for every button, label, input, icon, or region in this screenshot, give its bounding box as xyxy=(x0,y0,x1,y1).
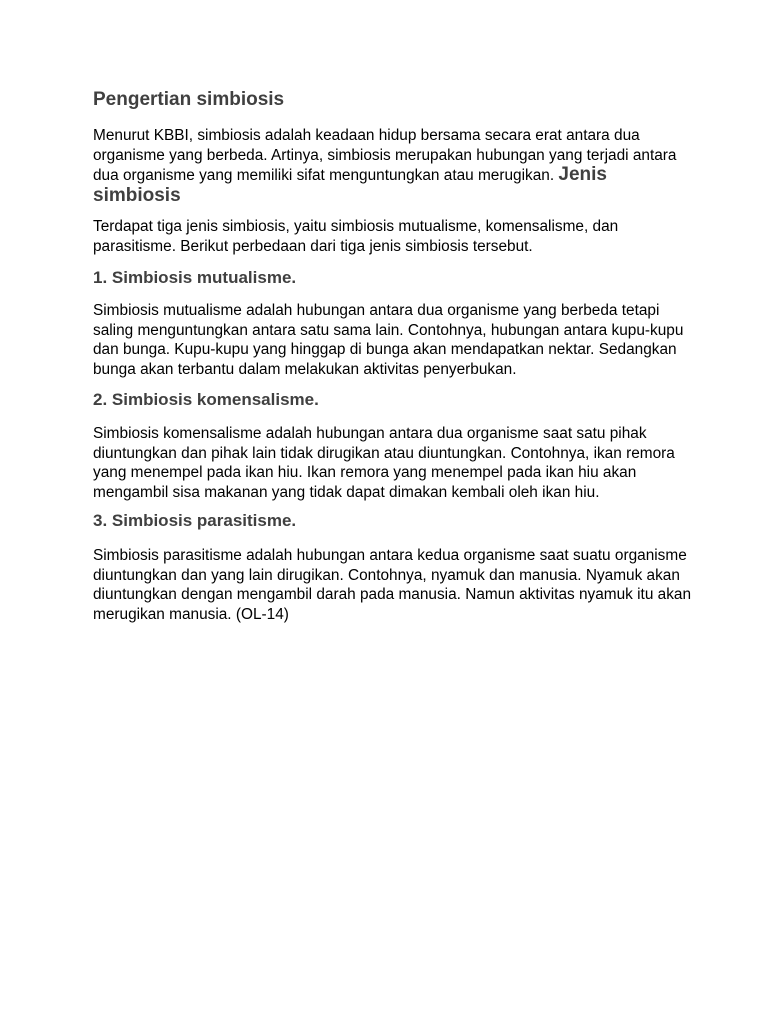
section-body-parasitisme: Simbiosis parasitisme adalah hubungan antara kedua organisme saat suatu organisme diuntungkan dan yang lain dirugikan. Contohnya, nyamuk dan manusia. Nyamuk akan diuntungkan dengan mengambil darah pada manusia. Namun aktivitas nyamuk itu akan merugikan manusia. (OL-14) xyxy=(93,547,692,623)
jenis-simbiosis-heading: Jenis simbiosis xyxy=(93,164,607,206)
page-title: Pengertian simbiosis xyxy=(93,89,285,110)
intro-text: Menurut KBBI, simbiosis adalah keadaan hidup bersama secara erat antara dua organisme yang berbeda. Artinya, simbiosis merupakan hubungan yang terjadi antara dua organisme yang memiliki sifat menguntungkan atau merugikan. xyxy=(93,127,677,184)
section-body-komensalisme: Simbiosis komensalisme adalah hubungan antara dua organisme saat satu pihak diuntungkan dan pihak lain tidak dirugikan atau diuntungkan. Contohnya, ikan remora yang menempel pada ikan hiu. Ikan remora yang menempel pada ikan hiu akan mengambil sisa makanan yang tidak dapat dimakan kembali oleh ikan hiu. xyxy=(93,425,675,501)
section-heading-komensalisme: 2. Simbiosis komensalisme. xyxy=(93,390,319,409)
intro-paragraph xyxy=(93,126,693,206)
document-page xyxy=(93,85,693,624)
section-body-mutualisme: Simbiosis mutualisme adalah hubungan antara dua organisme yang berbeda tetapi saling menguntungkan antara satu sama lain. Contohnya, hubungan antara kupu-kupu dan bunga. Kupu-kupu yang hinggap di bunga akan mendapatkan nektar. Sedangkan bunga akan terbantu dalam melakukan aktivitas penyerbukan. xyxy=(93,302,684,378)
types-intro-paragraph: Terdapat tiga jenis simbiosis, yaitu simbiosis mutualisme, komensalisme, dan parasitisme. Berikut perbedaan dari tiga jenis simbiosis tersebut. xyxy=(93,218,619,255)
section-heading-parasitisme: 3. Simbiosis parasitisme. xyxy=(93,511,297,530)
section-heading-mutualisme: 1. Simbiosis mutualisme. xyxy=(93,268,297,287)
